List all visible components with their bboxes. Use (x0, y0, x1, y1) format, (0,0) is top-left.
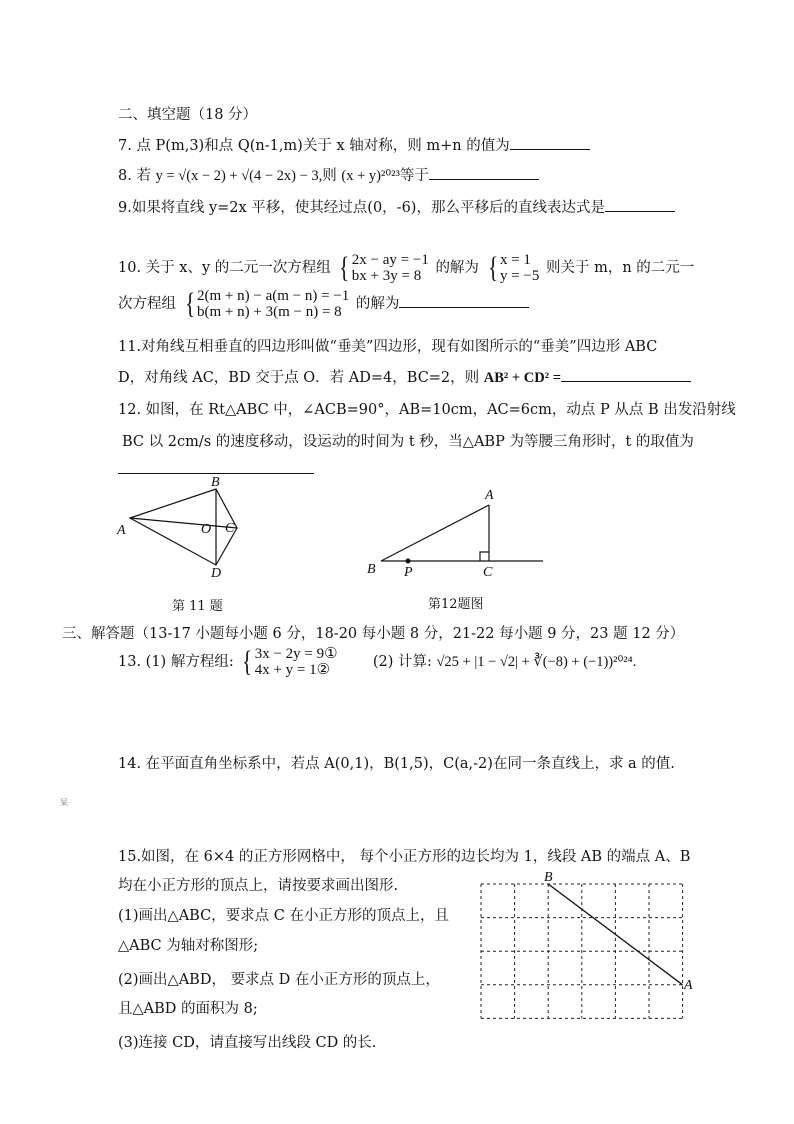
question-13-p2: (2) 计算: (372, 654, 432, 670)
figure-12-caption: 第12题图 (428, 597, 484, 612)
question-11-text: D，对角线 AC，BD 交于点 O．若 AD=4，BC=2，则 (118, 370, 480, 386)
question-12-line2: BC 以 2cm/s 的速度移动，设运动的时间为 t 秒，当△ABP 为等腰三角形时，t 的取值为 (122, 434, 694, 450)
question-15-line7: (3)连接 CD，请直接写出线段 CD 的长. (118, 1035, 377, 1051)
question-10-p5: 的解为 (355, 296, 400, 312)
equation-system-3: { 2(m + n) − a(m − n) = −1 b(m + n) + 3(m − n) = 8 (184, 287, 350, 320)
question-15-line1: 15.如图，在 6×4 的正方形网格中， 每个小正方形的边长均为 1，线段 AB 的端点 A、B (118, 849, 691, 865)
question-10-p2: 的解为 (435, 260, 479, 276)
question-10-p3: 则关于 m，n 的二元一 (545, 260, 695, 276)
figure-11-label-d: D (211, 566, 222, 581)
equation-system-1: { 2x − ay = −1 bx + 3y = 8 (339, 251, 429, 284)
figure-11-label-a: A (117, 523, 126, 538)
question-8-expr2: (x + y)²⁰²³等于 (341, 168, 429, 184)
stray-mark: 呆 (60, 798, 68, 807)
system-4-eq1: 3x − 2y = 9① (254, 646, 338, 662)
question-15-line3: (1)画出△ABC，要求点 C 在小正方形的顶点上，且 (118, 908, 449, 924)
question-11-expr: AB² + CD² = (483, 370, 561, 386)
question-10-p1: 10. 关于 x、y 的二元一次方程组 (118, 260, 331, 276)
question-12-line1: 12. 如图，在 Rt△ABC 中，∠ACB=90°，AB=10cm，AC=6cm，动点 P 从点 B 出发沿射线 (118, 402, 736, 418)
system-2-eq1: x = 1 (499, 252, 531, 268)
section-3-title: 三、解答题（13-17 小题每小题 6 分，18-20 每小题 8 分，21-22 每小题 9 分，23 题 12 分） (62, 626, 685, 642)
question-8-num: 8. 若 (118, 168, 151, 184)
system-3-eq1: 2(m + n) − a(m − n) = −1 (197, 288, 350, 304)
question-15-line5: (2)画出△ABD， 要求点 D 在小正方形的顶点上， (118, 972, 440, 988)
figure-12-label-p: P (404, 565, 413, 580)
figure-11-label-o: O (201, 522, 212, 537)
figure-11-label-c: C (225, 521, 235, 536)
section-title: 二、填空题（18 分） (118, 107, 258, 123)
system-1-eq2: bx + 3y = 8 (351, 268, 422, 284)
question-11-line1: 11.对角线互相垂直的四边形叫做“垂美”四边形，现有如图所示的“垂美”四边形 ABC (118, 339, 658, 355)
figure-11-caption: 第 11 题 (172, 599, 223, 614)
question-9-text: 9.如果将直线 y=2x 平移，使其经过点(0，-6)，那么平移后的直线表达式是 (118, 200, 605, 216)
question-15-line6: 且△ABD 的面积为 8; (118, 1001, 258, 1017)
system-3-eq2: b(m + n) + 3(m − n) = 8 (197, 304, 342, 320)
question-14: 14. 在平面直角坐标系中，若点 A(0,1)，B(1,5)，C(a,-2)在同一条直线上，求 a 的值. (118, 756, 675, 772)
figure-15-label-b: B (544, 870, 553, 885)
figure-11-label-b: B (211, 475, 220, 490)
figure-12-label-a: A (485, 488, 494, 503)
figure-12-label-b: B (367, 562, 376, 577)
system-1-eq1: 2x − ay = −1 (351, 252, 429, 268)
question-13-expr: √25 + |1 − √2| + ∛(−8) + (−1))²⁰²⁴. (436, 654, 637, 670)
equation-system-4: { 3x − 2y = 9① 4x + y = 1② (242, 645, 338, 678)
figure-12-label-c: C (483, 565, 493, 580)
equation-system-2: { x = 1 y = −5 (487, 251, 540, 284)
system-2-eq2: y = −5 (499, 268, 540, 284)
question-15-line2: 均在小正方形的顶点上，请按要求画出图形. (118, 878, 399, 894)
question-15-line4: △ABC 为轴对称图形; (118, 938, 259, 954)
question-13-p1: 13. (1) 解方程组: (118, 654, 234, 670)
system-4-eq2: 4x + y = 1② (254, 662, 331, 678)
question-8-expr: y = √(x − 2) + √(4 − 2x) − 3,则 (155, 168, 337, 184)
figure-15-label-a: A (684, 978, 693, 993)
question-7-text: 7. 点 P(m,3)和点 Q(n-1,m)关于 x 轴对称，则 m+n 的值为 (118, 138, 510, 154)
question-10-p4: 次方程组 (118, 296, 176, 312)
